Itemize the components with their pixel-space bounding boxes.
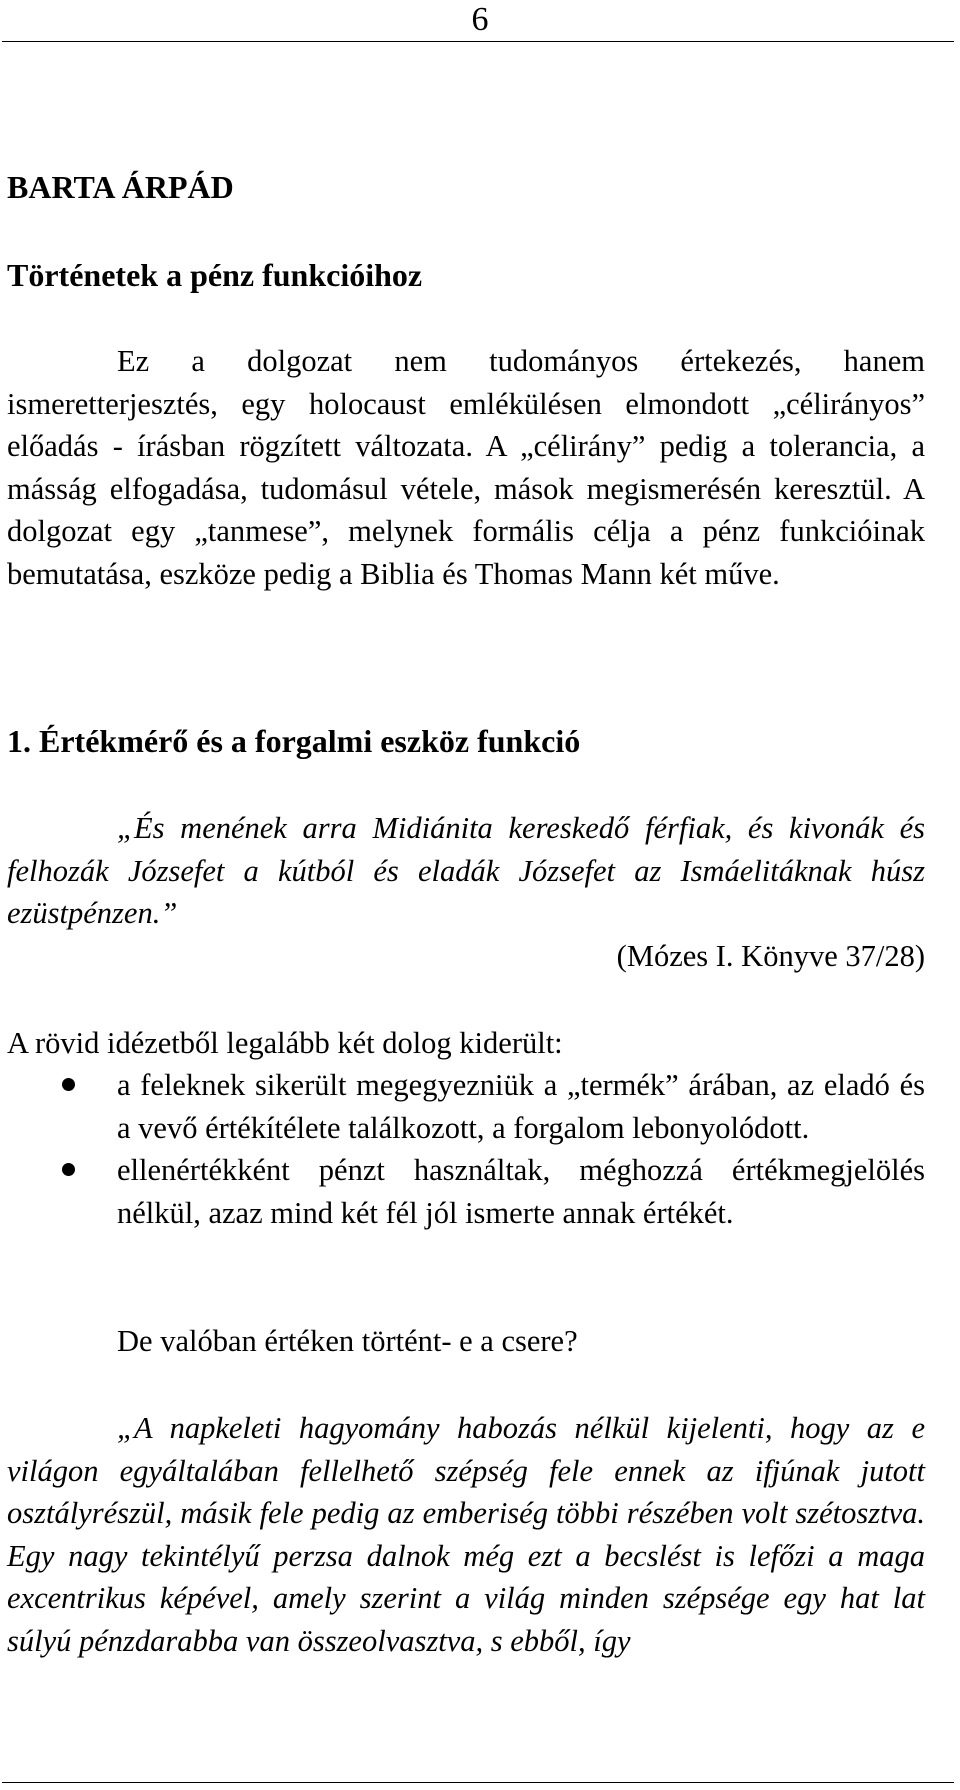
article-title: Történetek a pénz funkcióihoz [7,257,423,293]
footer-rule [2,1782,954,1783]
list-item [7,1149,925,1234]
mann-quote: „A napkeleti hagyomány habozás nélkül kijelenti, hogy az e világon egyáltalában fellelhető szépség fele ennek az ifjúnak jutott osztályrészül, másik fele pedig az emberiség többi részében volt szétosztva. Egy nagy tekintélyű perzsa dalnok még ezt a becslést is lefőzi a maga excentrikus képével, amely szerint a világ minden szépsége egy hat lat súlyú pénzdarabba van összeolvasztva, s ebből, így [7,1411,925,1658]
quote-citation: (Mózes I. Könyve 37/28) [616,939,925,973]
bullet-icon [62,1163,75,1176]
bullet-list [7,1064,925,1234]
list-item [7,1064,925,1149]
page-number: 6 [471,1,489,38]
question-line: De valóban értéken történt- e a csere? [117,1324,578,1358]
list-item-text: ellenértékként pénzt használtak, méghozzá értékmegjelölés nélkül, azaz mind két fél jól ismerte annak értékét. [117,1153,925,1230]
lead-sentence: A rövid idézetből legalább két dolog kiderült: [7,1026,563,1060]
bible-quote: „És menének arra Midiánita kereskedő férfiak, és kivonák és felhozák Józsefet a kútból és eladák Józsefet az Ismáelitáknak húsz ezüstpénzen.” [7,811,925,930]
intro-paragraph: Ez a dolgozat nem tudományos értekezés, hanem ismeretterjesztés, egy holocaust emlékülésen elmondott „célirányos” előadás - írásban rögzített változata. A „célirány” pedig a tolerancia, a másság elfogadása, tudomásul vétele, mások megismerésén keresztül. A dolgozat egy „tanmese”, melynek formális célja a pénz funkcióinak bemutatása, eszköze pedig a Biblia és Thomas Mann két műve. [7,344,925,591]
author-name: BARTA ÁRPÁD [7,169,234,205]
header-rule [2,41,954,42]
bullet-icon [62,1078,75,1091]
list-item-text: a feleknek sikerült megegyezniük a „termék” árában, az eladó és a vevő értékítélete találkozott, a forgalom lebonyolódott. [117,1068,925,1145]
section-heading: 1. Értékmérő és a forgalmi eszköz funkció [7,723,581,759]
